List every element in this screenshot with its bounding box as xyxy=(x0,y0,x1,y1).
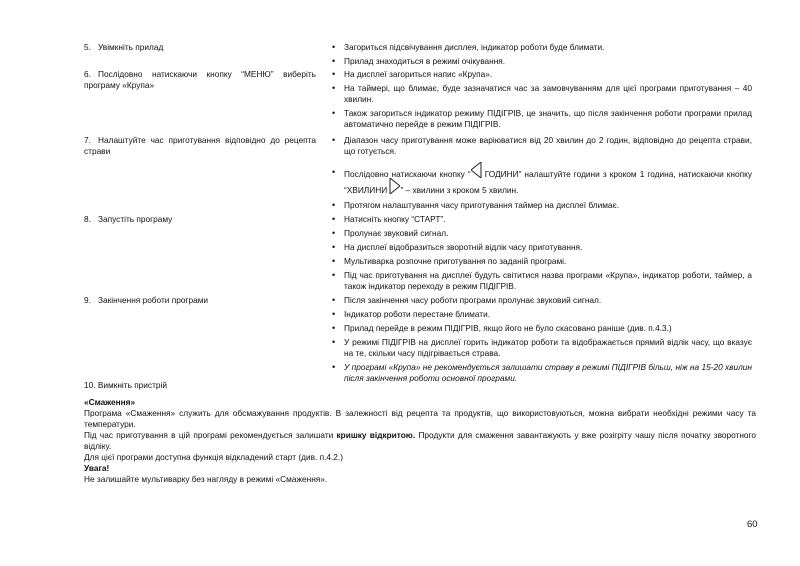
paragraph: Програма «Смаження» служить для обсмажування продуктів. В залежності від рецепта та продуктів, що використовуються, можна вибрати необхідні режими часу та температури. xyxy=(84,408,756,429)
list-item: • Індикатор роботи перестане блимати. xyxy=(332,309,752,320)
list-item: • Протягом налаштування часу приготування таймер на дисплеї блимає. xyxy=(332,200,752,211)
list-item: • На дисплеї загориться напис «Крупа». xyxy=(332,69,752,80)
list-item: • Також загориться індикатор режиму ПІДІГРІВ, це значить, що після закінчення роботи програми прилад автоматично перейде в режим ПІДІГРІВ. xyxy=(332,108,752,130)
italic-note: • У програмі «Крупа» не рекомендується залишати страву в режимі ПІДІГРІВ більш, ніж на 15-20 хвилин після закінчення роботи основної програми. xyxy=(332,362,752,384)
list-item: • Натисніть кнопку “СТАРТ”. xyxy=(332,214,752,225)
list-item: • Під час приготування на дисплеї будуть світитися назва програми «Крупа», індикатор роботи, таймер, а також індикатор переходу в режим ПІДІГРІВ. xyxy=(332,270,752,292)
list-item: • Загориться підсвічування дисплея, індикатор роботи буде блимати. xyxy=(332,42,752,53)
list-item: • На таймері, що блимає, буде зазначатися час за замовчуванням для цієї програми приготування – 40 хвилин. xyxy=(332,83,752,105)
step-title: 8. Запустіть програму xyxy=(84,214,173,224)
bullet-list xyxy=(332,214,752,295)
step-title: 7. Налаштуйте час приготування відповідно до рецепта страви xyxy=(84,135,316,156)
list-item: • Прилад знаходиться в режимі очікування. xyxy=(332,56,752,67)
list-item: • Послідовно натискаючи кнопку “ ГОДИНИ” налаштуйте години з кроком 1 година, натискаючи кнопку “ХВИЛИНИ ” – хвилини з кроком 5 хвилин. xyxy=(332,165,752,197)
list-item: • На дисплеї відобразиться зворотній відлік часу приготування. xyxy=(332,242,752,253)
step-title: 5. Увімкніть прилад xyxy=(84,42,164,52)
hours-button-icon xyxy=(471,165,482,179)
list-item: • Діапазон часу приготування може варіюватися від 20 хвилин до 2 годин, відповідно до рецепта страви, що готується. xyxy=(332,135,752,157)
section-heading: «Смаження» xyxy=(84,397,136,407)
bullet-list xyxy=(332,295,752,387)
warning-title: Увага! xyxy=(84,463,110,473)
step-title: 9. Закінчення роботи програми xyxy=(84,295,209,305)
step-title: 6. Послідовно натискаючи кнопку “МЕНЮ” виберіть програму «Крупа» xyxy=(84,69,316,90)
list-item: • Після закінчення часу роботи програми пролунає звуковий сигнал. xyxy=(332,295,752,306)
warning-text: Не залишайте мультиварку без нагляду в режимі «Смаження». xyxy=(84,474,328,484)
step-10: 10. Вимкніть пристрій xyxy=(84,380,167,390)
bullet-list xyxy=(332,135,752,214)
list-item: • Прилад перейде в режим ПІДІГРІВ, якщо його не було скасовано раніше (див. п.4.3.) xyxy=(332,323,752,334)
paragraph: Під час приготування в цій програмі рекомендується залишати кришку відкритою. Продукти для смаження завантажують у вже розігріту чашу після початку зворотного відліку. xyxy=(84,430,757,451)
page-number: 60 xyxy=(747,519,758,530)
frying-section xyxy=(84,380,756,485)
bullet-list xyxy=(332,69,752,133)
list-item: • У режимі ПІДІГРІВ на дисплеї горить індикатор роботи та відображається прямий відлік часу, що вказує на те, скільки часу підігрівається страва. xyxy=(332,337,752,359)
list-item: • Мультиварка розпочне приготування по заданій програмі. xyxy=(332,256,752,267)
list-item: • Пролунає звуковий сигнал. xyxy=(332,228,752,239)
minutes-button-icon xyxy=(389,181,400,195)
bullet-list xyxy=(332,42,752,70)
paragraph: Для цієї програми доступна функція відкладений старт (див. п.4.2.) xyxy=(84,452,343,462)
